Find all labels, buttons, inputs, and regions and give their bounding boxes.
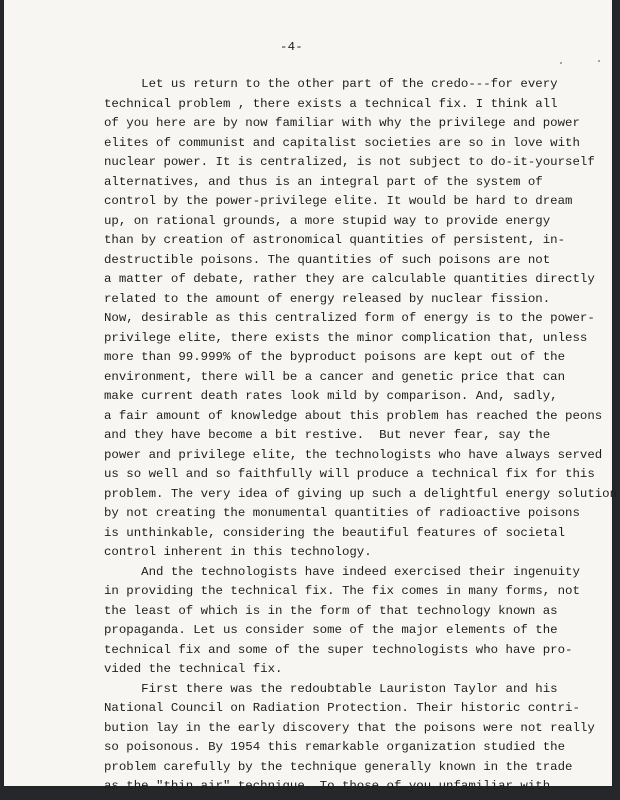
text-line: destructible poisons. The quantities of such poisons are not [104,252,551,267]
text-line: control by the power-privilege elite. It would be hard to dream [104,194,573,208]
text-line: so poisonous. By 1954 this remarkable organization studied the [104,740,566,754]
paper-speck [598,60,600,62]
text-line: technical problem , there exists a technical fix. I think all [104,96,558,111]
text-line: Let us return to the other part of the credo---for every [104,77,558,91]
text-line: us so well and so faithfully will produce a technical fix for this [104,467,595,481]
page-number: -4- [280,40,303,54]
text-line: propaganda. Let us consider some of the major elements of the [104,623,558,637]
text-line: National Council on Radiation Protection. Their historic contri- [104,701,580,715]
text-line: privilege elite, there exists the minor complication that, unless [104,330,588,345]
text-line: and they have become a bit restive. But never fear, say the [104,428,551,442]
text-line: First there was the redoubtable Lauriston Taylor and his [104,681,558,696]
text-line: bution lay in the early discovery that the poisons were not really [104,720,595,735]
text-line: up, on rational grounds, a more stupid way to provide energy [104,213,551,228]
text-line: vided the technical fix. [104,662,283,676]
text-line: is unthinkable, considering the beautiful features of societal [104,525,566,540]
text-line: related to the amount of energy released by nuclear fission. [104,291,551,306]
text-line: the least of which is in the form of that technology known as [104,603,558,618]
paper-speck [560,62,562,64]
text-line: as the "thin air" technique. To those of you unfamiliar with [104,779,551,793]
text-line: problem carefully by the technique generally known in the trade [104,759,573,774]
text-line: technical fix and some of the super technologists who have pro- [104,642,573,657]
text-line: power and privilege elite, the technologists who have always served [104,447,603,462]
text-line: in providing the technical fix. The fix comes in many forms, not [104,584,580,598]
text-line: Now, desirable as this centralized form of energy is to the power- [104,311,595,325]
text-line: make current death rates look mild by comparison. And, sadly, [104,389,558,403]
body-text [104,75,617,797]
text-line: than by creation of astronomical quantities of persistent, in- [104,233,566,247]
text-line: of you here are by now familiar with why the privilege and power [104,116,580,130]
text-line: control inherent in this technology. [104,545,372,559]
text-line: by not creating the monumental quantities of radioactive poisons [104,506,580,520]
text-line: a fair amount of knowledge about this problem has reached the peons [104,408,603,423]
text-line: environment, there will be a cancer and genetic price that can [104,369,566,384]
text-line: more than 99.999% of the byproduct poisons are kept out of the [104,350,566,364]
text-line: And the technologists have indeed exercised their ingenuity [104,564,580,579]
text-line: nuclear power. It is centralized, is not subject to do-it-yourself [104,155,595,169]
text-line: problem. The very idea of giving up such a delightful energy solution [104,486,618,501]
text-line: elites of communist and capitalist societies are so in love with [104,135,580,150]
text-line: alternatives, and thus is an integral part of the system of [104,174,543,189]
text-line: a matter of debate, rather they are calculable quantities directly [104,272,595,286]
typewritten-page [4,0,618,793]
